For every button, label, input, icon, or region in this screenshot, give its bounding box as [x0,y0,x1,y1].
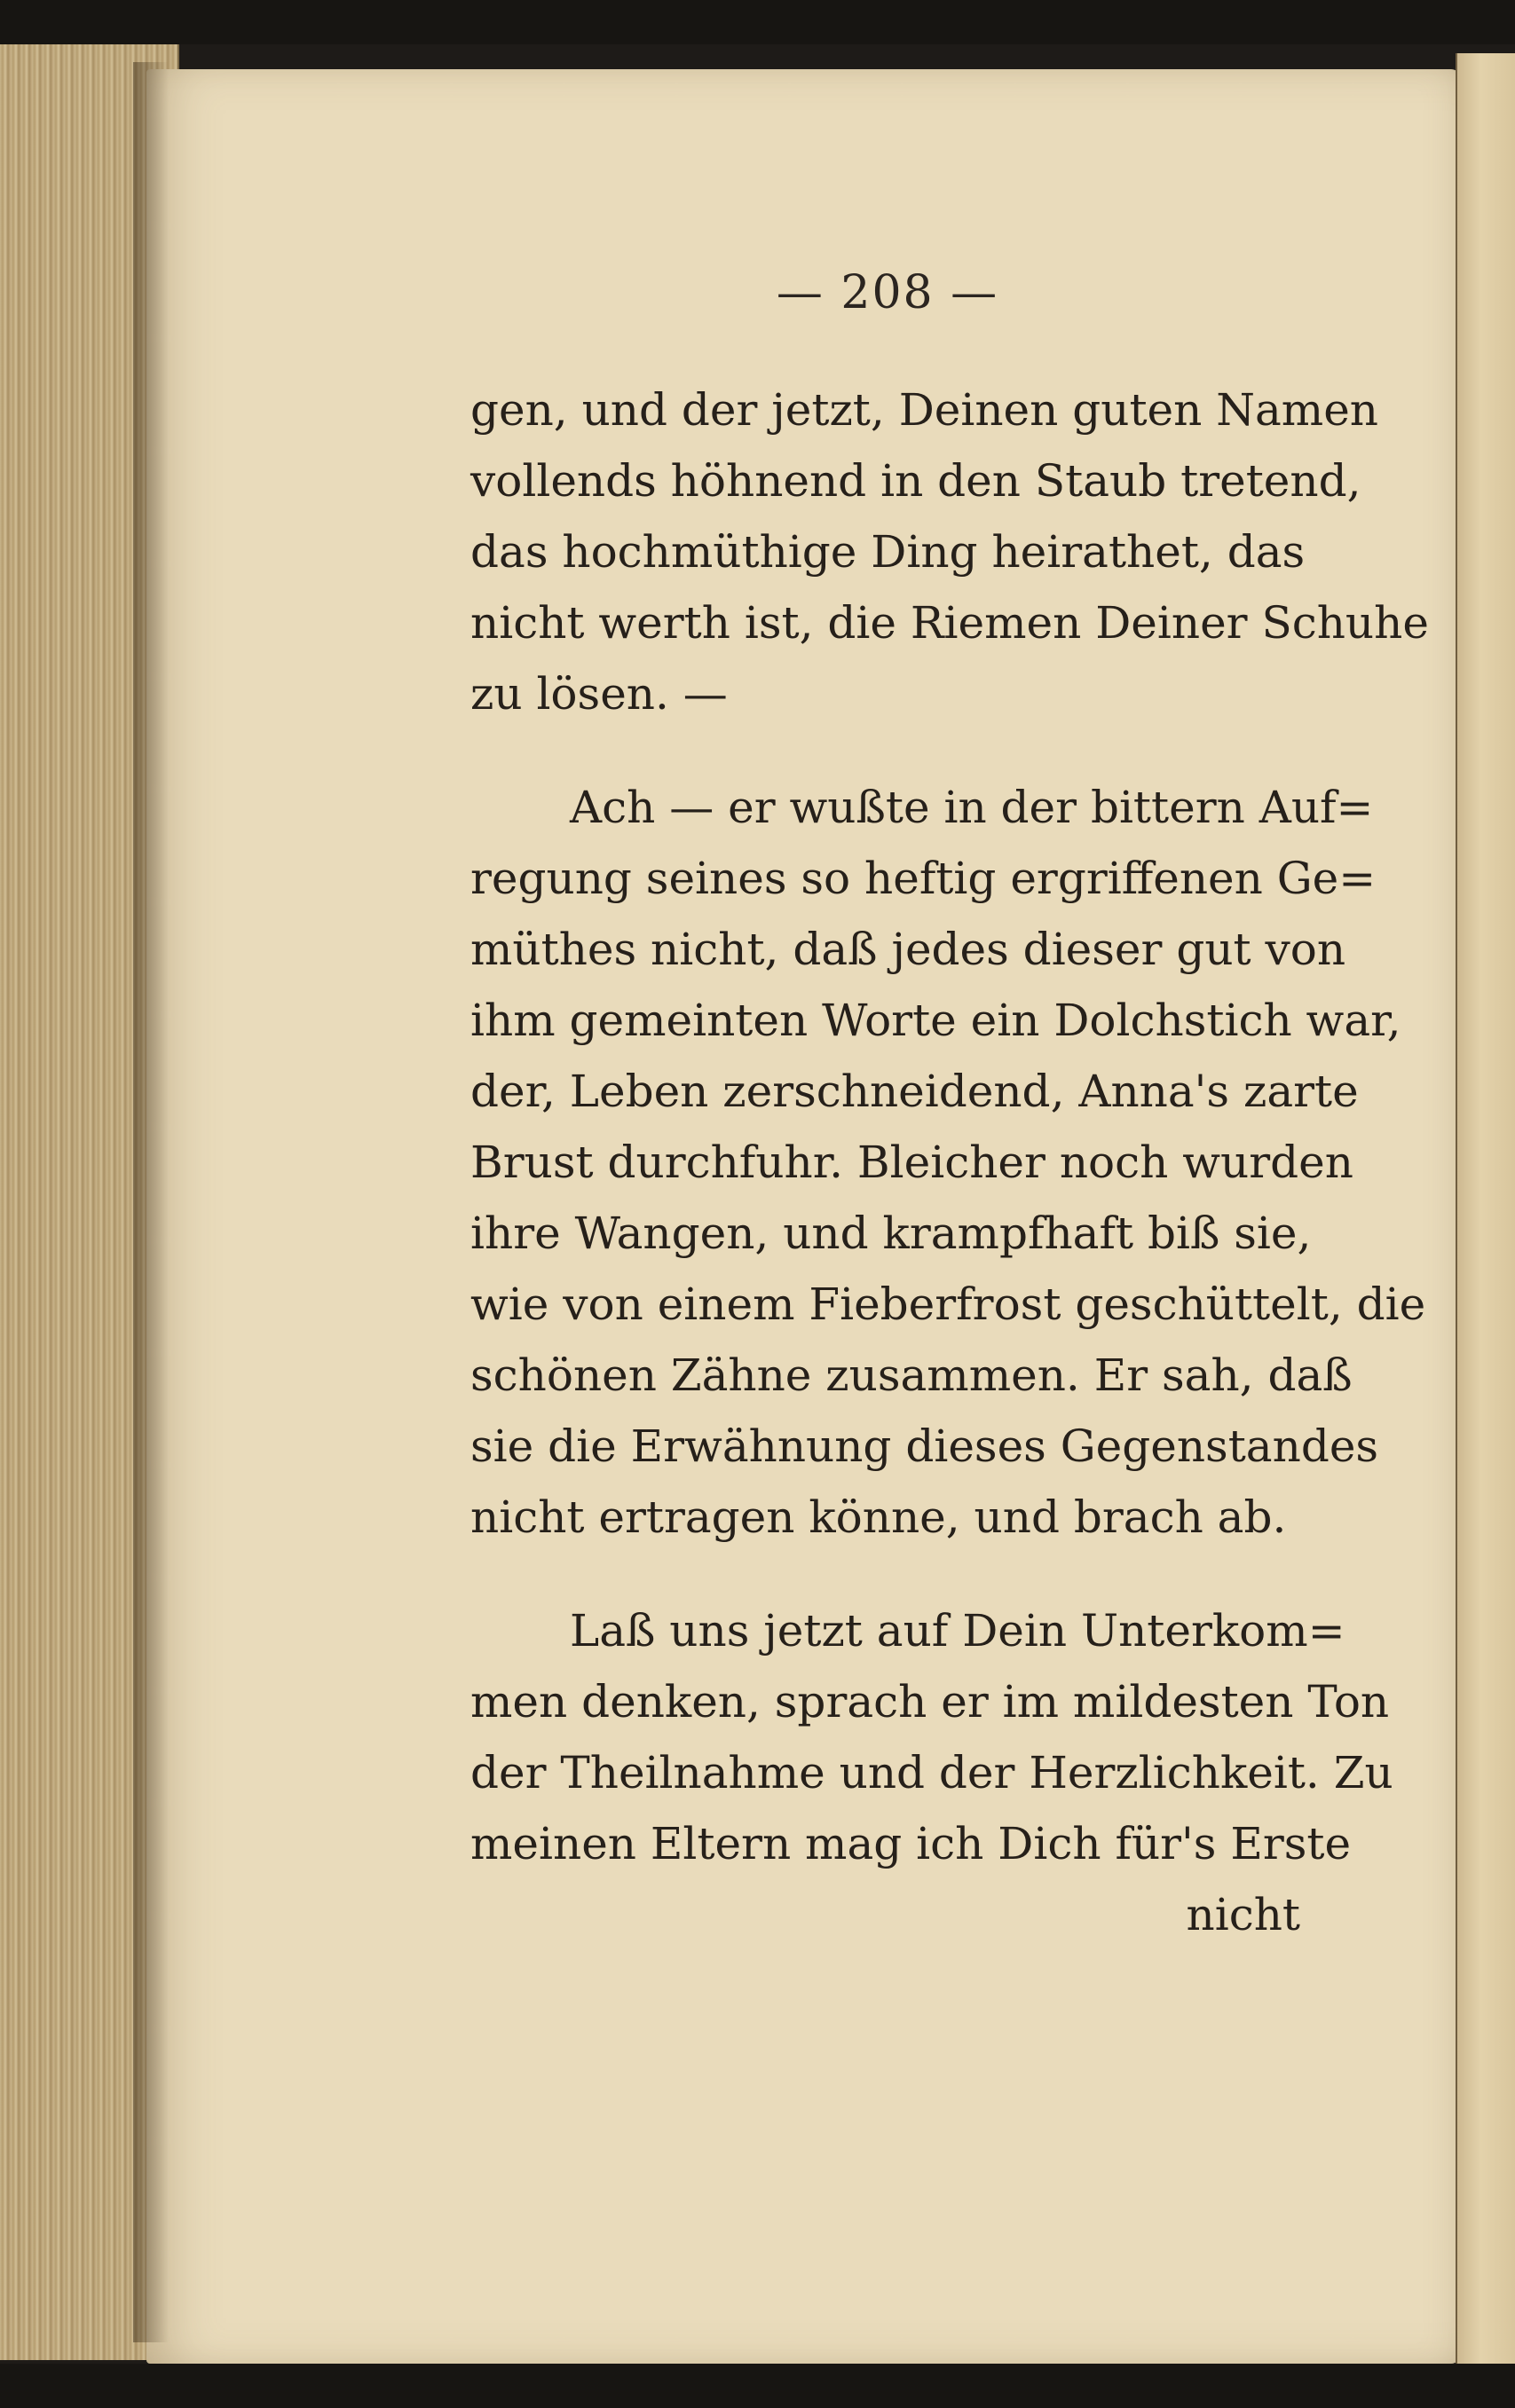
page-number: — 208 — [776,266,999,319]
facing-page-edge [1456,53,1515,2369]
text-line: der Theilnahme und der Herzlichkeit. Zu [470,1747,1393,1798]
text-line: vollends höhnend in den Staub tretend, [470,455,1361,507]
text-line: müthes nicht, daß jedes dieser gut von [470,924,1346,975]
text-line: das hochmüthige Ding heirathet, das [470,526,1306,578]
scan-background-bottom [0,2364,1515,2408]
text-line: meinen Eltern mag ich Dich für's Erste [470,1818,1352,1869]
text-line: schönen Zähne zusammen. Er sah, daß [470,1350,1353,1401]
catchword: nicht [1186,1889,1300,1940]
text-line: regung seines so heftig ergriffenen Ge= [470,853,1377,904]
text-line: men denken, sprach er im mildesten Ton [470,1676,1390,1727]
text-line: der, Leben zerschneidend, Anna's zarte [470,1066,1359,1117]
text-line: nicht werth ist, die Riemen Deiner Schuhe [470,597,1429,649]
gutter-shadow [133,62,169,2342]
text-line: Brust durchfuhr. Bleicher noch wurden [470,1137,1353,1188]
text-line: ihre Wangen, und krampfhaft biß sie, [470,1208,1312,1259]
text-line: gen, und der jetzt, Deinen guten Namen [470,384,1378,436]
page-body [470,374,1429,1950]
scan-background-top [0,0,1515,44]
text-line: Laß uns jetzt auf Dein Unterkom= [570,1605,1345,1656]
text-line: zu lösen. — [470,668,728,720]
text-line: ihm gemeinten Worte ein Dolchstich war, [470,995,1401,1046]
text-line: sie die Erwähnung dieses Gegenstandes [470,1420,1379,1472]
text-line: wie von einem Fieberfrost geschüttelt, die [470,1279,1426,1330]
text-line: nicht ertragen könne, und brach ab. [470,1491,1287,1543]
text-line: Ach — er wußte in der bittern Auf= [570,782,1374,833]
